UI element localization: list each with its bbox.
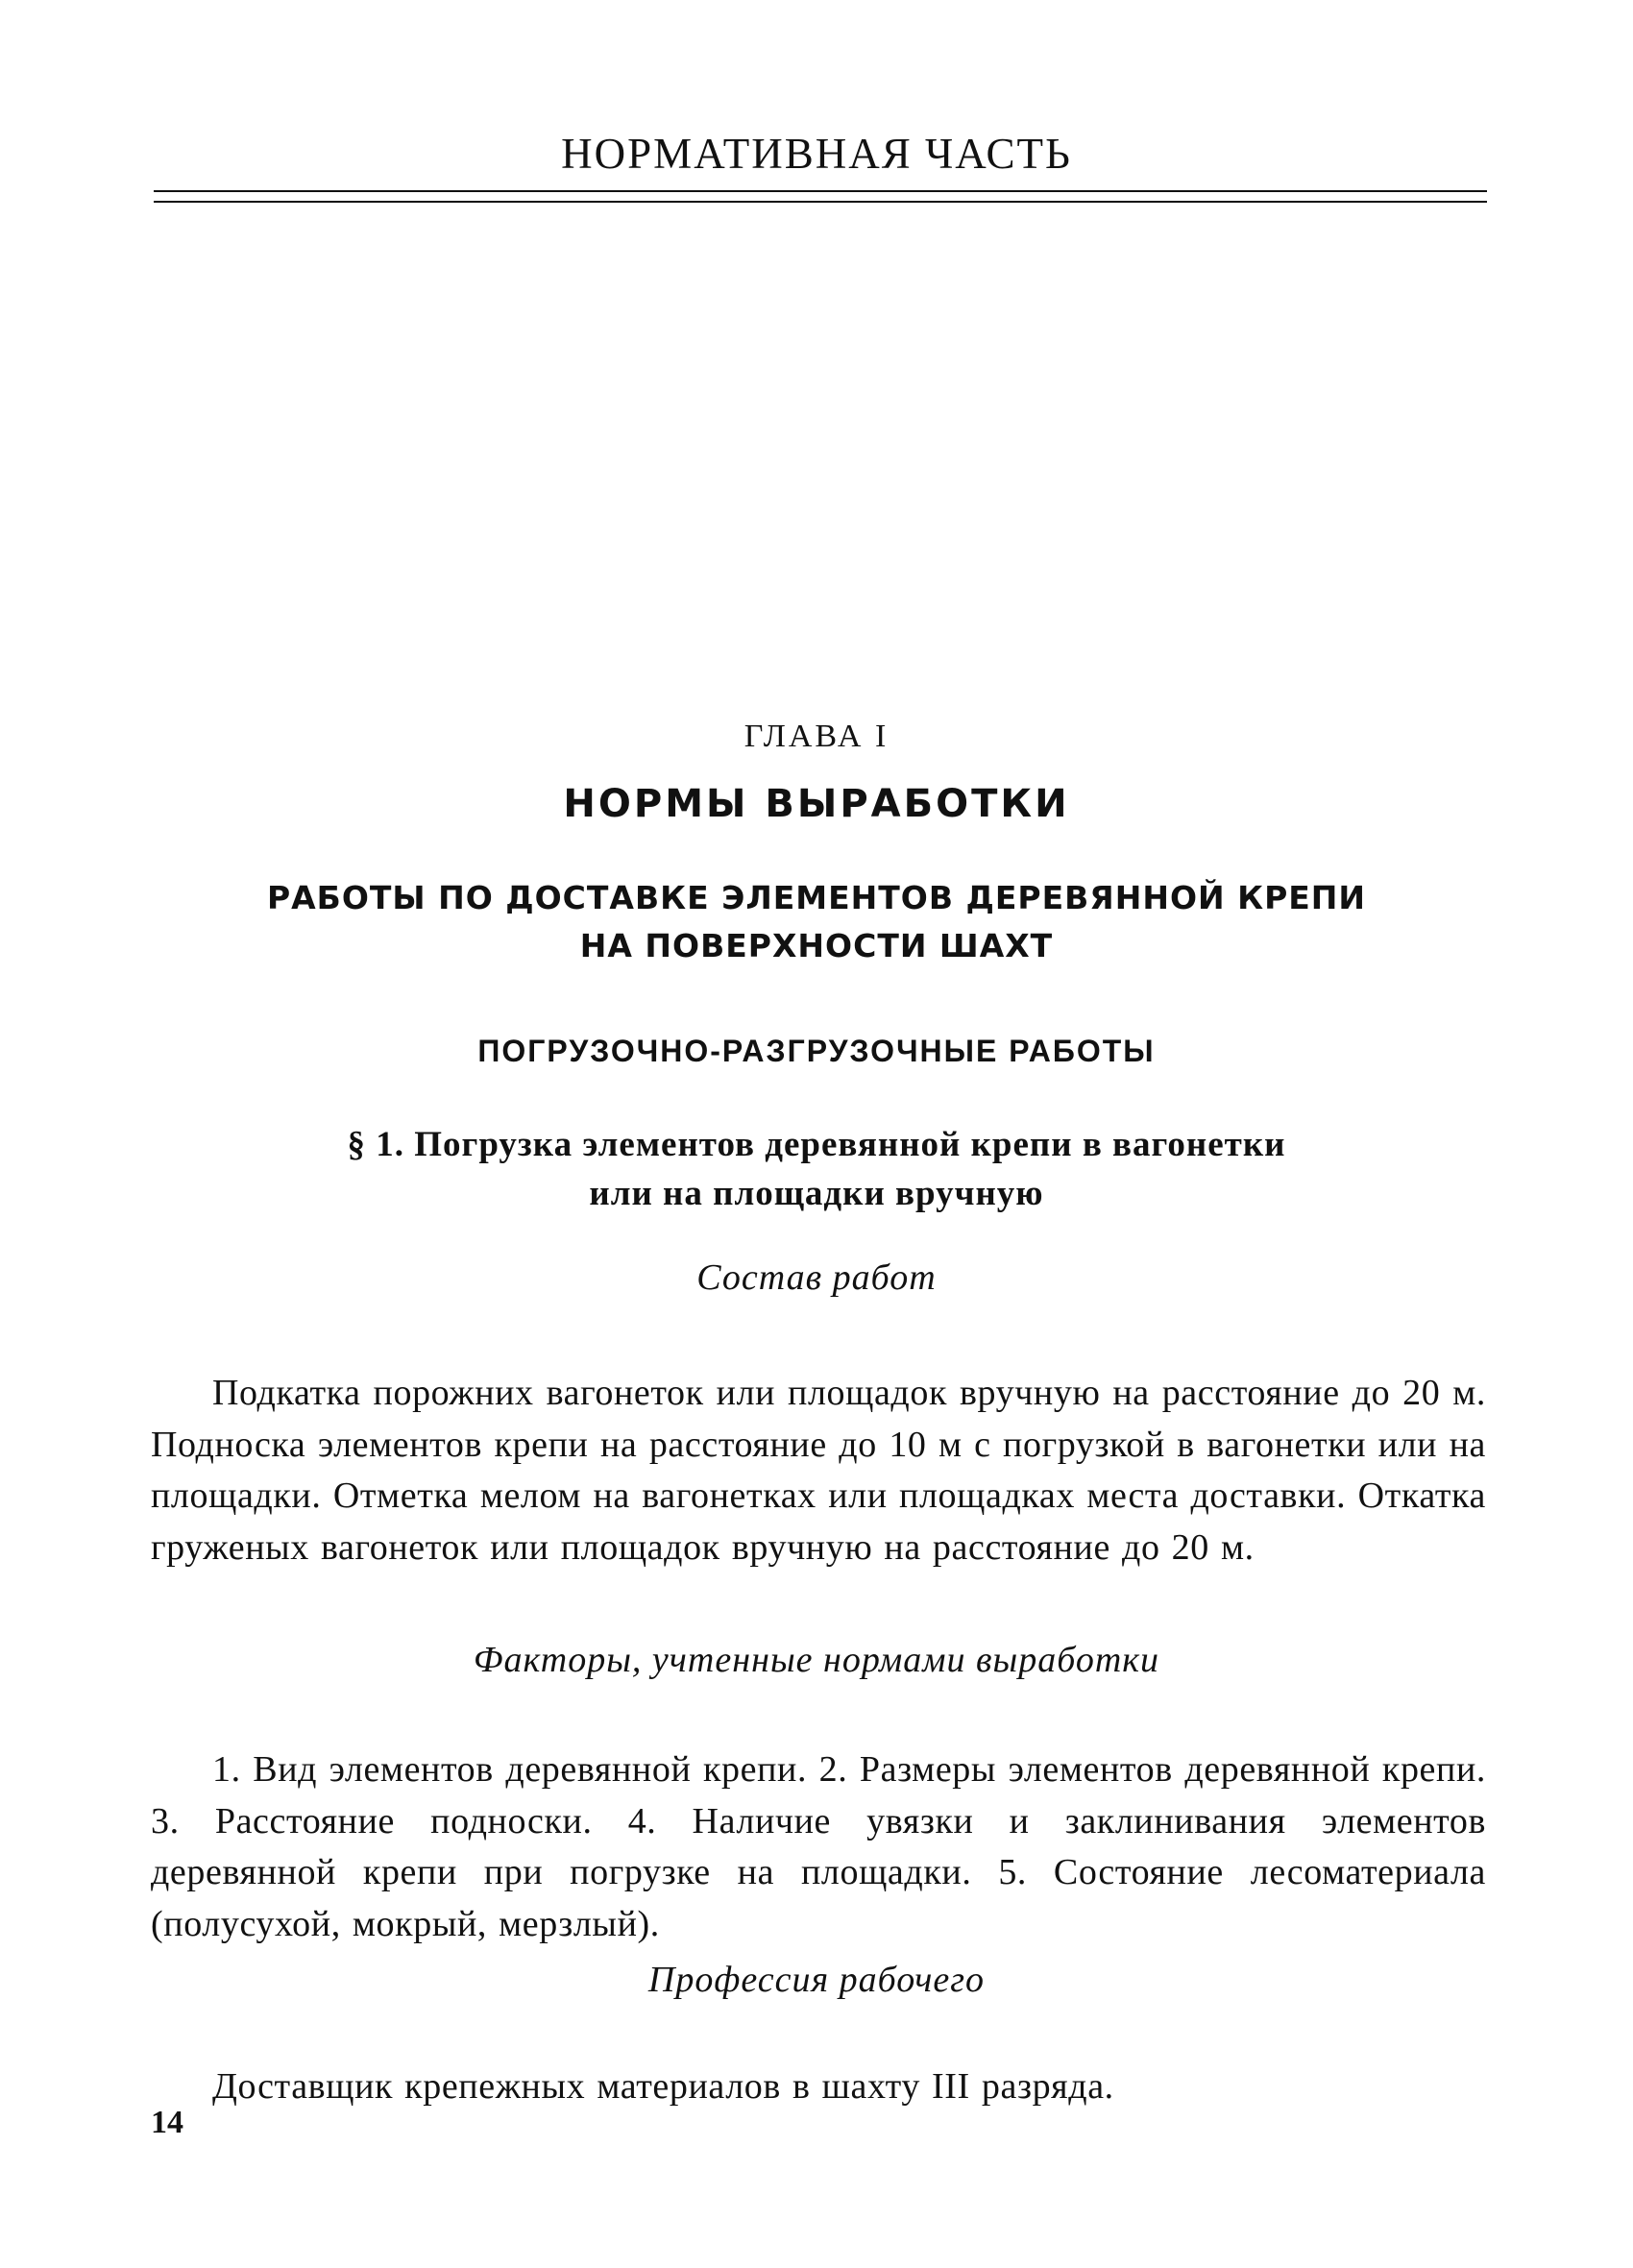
header-rule-bottom [154, 201, 1487, 203]
profession-heading: Профессия рабочего [647, 1960, 986, 2000]
section-title [0, 874, 1633, 970]
running-head: НОРМАТИВНАЯ ЧАСТЬ [561, 130, 1072, 178]
factors-text: 1. Вид элементов деревянной крепи. 2. Размеры элементов деревянной крепи. 3. Расстояние подноски. 4. Наличие увязки и заклинивания элементов деревянной крепи при погрузке на площадки. 5. Состояние лесоматериала (полусухой, мокрый, мерзлый). [151, 1749, 1486, 1944]
paragraph-title-line-1: § 1. Погрузка элементов деревянной крепи в вагонетки [347, 1125, 1286, 1164]
section-title-line-2: НА ПОВЕРХНОСТИ ШАХТ [579, 927, 1054, 964]
page-number: 14 [151, 2105, 183, 2140]
composition-heading: Состав работ [696, 1257, 937, 1298]
subsection-title: ПОГРУЗОЧНО-РАЗГРУЗОЧНЫЕ РАБОТЫ [477, 1034, 1156, 1068]
paragraph-title [0, 1120, 1633, 1218]
chapter-label: ГЛАВА I [743, 719, 890, 754]
section-title-line-1: РАБОТЫ ПО ДОСТАВКЕ ЭЛЕМЕНТОВ ДЕРЕВЯННОЙ КРЕПИ [266, 879, 1367, 916]
profession-text: Доставщик крепежных материалов в шахту III разряда. [212, 2066, 1114, 2107]
chapter-title: НОРМЫ ВЫРАБОТКИ [563, 782, 1070, 826]
factors-heading: Факторы, учтенные нормами выработки [473, 1640, 1160, 1680]
paragraph-title-line-2: или на площадки вручную [589, 1174, 1044, 1213]
header-rule-top [154, 190, 1487, 192]
composition-text: Подкатка порожних вагонеток или площадок вручную на расстояние до 20 м. Подноска элементов крепи на расстояние до 10 м с погрузкой в вагонетки или на площадки. Отметка мелом на вагонетках или площадках места доставки. Откатка груженых вагонеток или площадок вручную на расстояние до 20 м. [151, 1373, 1486, 1568]
